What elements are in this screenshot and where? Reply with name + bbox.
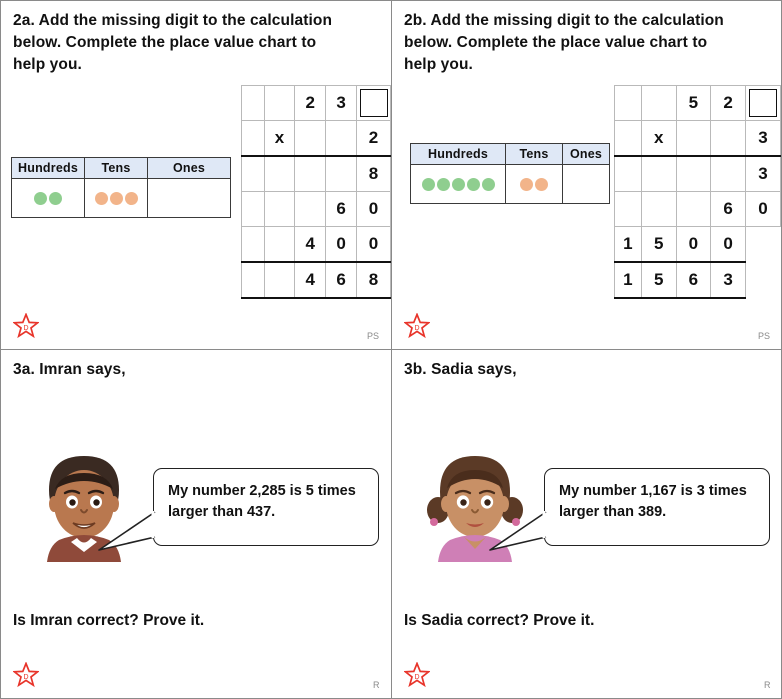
calc-cell[interactable]: 5: [676, 86, 711, 121]
counter-dot: [452, 178, 465, 191]
speech-bubble-tail-3b: [488, 510, 558, 554]
table-row: [242, 262, 391, 298]
pv-header-hundreds: Hundreds: [411, 144, 506, 165]
counter-group-hundreds: [12, 179, 84, 217]
calc-cell[interactable]: 6: [326, 192, 357, 227]
closing-question-3a: Is Imran correct? Prove it.: [13, 612, 205, 629]
calc-cell-operator[interactable]: x: [641, 121, 676, 157]
pv-cell-tens[interactable]: [85, 179, 148, 218]
table-row: [12, 179, 231, 218]
calc-cell[interactable]: [615, 156, 642, 192]
counter-dot: [422, 178, 435, 191]
calc-cell[interactable]: 2: [295, 86, 326, 121]
calc-cell[interactable]: 0: [746, 192, 781, 227]
calc-cell[interactable]: 0: [711, 227, 746, 263]
table-row: [242, 227, 391, 263]
question-card-3a: [0, 349, 392, 699]
calc-cell[interactable]: [295, 192, 326, 227]
calculation-grid-2b: [614, 85, 781, 299]
calc-cell[interactable]: 3: [326, 86, 357, 121]
calc-cell[interactable]: [641, 156, 676, 192]
calc-cell[interactable]: [242, 86, 265, 121]
counter-dot: [520, 178, 533, 191]
speech-bubble-tail-3a: [97, 510, 167, 554]
speech-text-3a: My number 2,285 is 5 times larger than 437.: [168, 483, 356, 521]
calc-cell[interactable]: [676, 121, 711, 157]
pv-cell-hundreds[interactable]: [411, 165, 506, 204]
calc-cell[interactable]: 8: [357, 156, 391, 192]
calc-cell[interactable]: 0: [326, 227, 357, 263]
calc-cell[interactable]: 5: [641, 262, 676, 298]
table-row: [615, 121, 781, 157]
calc-cell[interactable]: 2: [711, 86, 746, 121]
question-card-2a: [0, 0, 392, 350]
missing-digit-box[interactable]: [749, 89, 777, 117]
pv-header-ones: Ones: [563, 144, 610, 165]
calc-cell[interactable]: 8: [357, 262, 391, 298]
counter-dot: [437, 178, 450, 191]
counter-dot: [467, 178, 480, 191]
calc-cell[interactable]: 6: [326, 262, 357, 298]
calc-cell-missing-digit[interactable]: [357, 86, 391, 121]
tag-ps-2a: PS: [367, 331, 380, 341]
calc-cell[interactable]: 4: [295, 227, 326, 263]
pv-cell-tens[interactable]: [506, 165, 563, 204]
counter-dot: [535, 178, 548, 191]
calc-cell[interactable]: [676, 156, 711, 192]
svg-text:D: D: [414, 674, 420, 681]
calc-cell[interactable]: [295, 156, 326, 192]
counter-group-hundreds: [411, 165, 505, 203]
calc-cell[interactable]: 0: [357, 227, 391, 263]
calc-cell[interactable]: [641, 86, 676, 121]
star-icon: [13, 313, 39, 339]
table-row: [615, 86, 781, 121]
table-row: [242, 121, 391, 157]
question-card-2b: [391, 0, 782, 350]
calc-cell[interactable]: [242, 192, 265, 227]
calc-cell[interactable]: 2: [357, 121, 391, 157]
calc-cell-operator[interactable]: x: [264, 121, 295, 157]
speech-bubble-3a: [153, 468, 379, 546]
pv-header-ones: Ones: [148, 158, 231, 179]
calc-cell[interactable]: [242, 227, 265, 263]
speech-bubble-3b: [544, 468, 770, 546]
calc-cell[interactable]: 0: [676, 227, 711, 263]
calc-cell[interactable]: [641, 192, 676, 227]
star-icon: [404, 313, 430, 339]
calc-cell[interactable]: [264, 156, 295, 192]
star-icon: [404, 662, 430, 688]
calc-cell[interactable]: 3: [746, 121, 781, 157]
calc-cell[interactable]: [264, 262, 295, 298]
calc-cell[interactable]: 4: [295, 262, 326, 298]
pv-header-hundreds: Hundreds: [12, 158, 85, 179]
svg-text:D: D: [23, 674, 29, 681]
calc-cell-missing-digit[interactable]: [746, 86, 781, 121]
calc-cell[interactable]: [295, 121, 326, 157]
svg-text:D: D: [23, 325, 29, 332]
counter-group-tens: [85, 179, 147, 217]
counter-dot: [125, 192, 138, 205]
counter-group-tens: [506, 165, 562, 203]
calc-cell[interactable]: [615, 192, 642, 227]
calc-cell[interactable]: [326, 121, 357, 157]
calc-cell[interactable]: [264, 86, 295, 121]
question-card-3b: [391, 349, 782, 699]
place-value-chart-2a: [11, 157, 231, 218]
pv-header-tens: Tens: [85, 158, 148, 179]
calc-cell[interactable]: [264, 192, 295, 227]
table-row: [242, 156, 391, 192]
question-prompt-3b: 3b. Sadia says,: [404, 361, 517, 378]
pv-header-tens: Tens: [506, 144, 563, 165]
calc-cell[interactable]: [326, 156, 357, 192]
calc-cell[interactable]: 6: [676, 262, 711, 298]
pv-cell-ones[interactable]: [148, 179, 231, 218]
star-icon: [13, 662, 39, 688]
tag-ps-2b: PS: [758, 331, 771, 341]
calc-cell[interactable]: 3: [746, 156, 781, 192]
tag-r-3a: R: [373, 680, 380, 690]
svg-text:D: D: [414, 325, 420, 332]
calc-cell[interactable]: [242, 262, 265, 298]
calc-cell[interactable]: [242, 121, 265, 157]
table-row: [615, 156, 781, 192]
speech-text-3b: My number 1,167 is 3 times larger than 389.: [559, 483, 747, 521]
pv-cell-ones[interactable]: [563, 165, 610, 204]
calc-cell[interactable]: 1: [615, 262, 642, 298]
question-prompt-3a: 3a. Imran says,: [13, 361, 126, 378]
calc-cell[interactable]: [242, 156, 265, 192]
calc-cell[interactable]: [264, 227, 295, 263]
calc-cell[interactable]: 0: [357, 192, 391, 227]
question-prompt-2b: 2b. Add the missing digit to the calculation below. Complete the place value chart to help you.: [404, 12, 724, 73]
calc-cell[interactable]: [676, 192, 711, 227]
question-prompt-2a: 2a. Add the missing digit to the calculation below. Complete the place value chart to help you.: [13, 12, 333, 73]
calc-cell[interactable]: 3: [711, 262, 746, 298]
counter-dot: [95, 192, 108, 205]
table-row: [411, 165, 610, 204]
counter-dot: [482, 178, 495, 191]
calc-cell[interactable]: 6: [711, 192, 746, 227]
pv-cell-hundreds[interactable]: [12, 179, 85, 218]
calc-cell[interactable]: [615, 121, 642, 157]
table-row: [615, 192, 781, 227]
table-row: [615, 262, 781, 298]
calc-cell[interactable]: [711, 121, 746, 157]
table-row: [242, 86, 391, 121]
missing-digit-box[interactable]: [360, 89, 388, 117]
calc-cell[interactable]: [711, 156, 746, 192]
counter-dot: [49, 192, 62, 205]
tag-r-3b: R: [764, 680, 771, 690]
counter-dot: [34, 192, 47, 205]
table-row: [12, 158, 231, 179]
table-row: [615, 227, 781, 263]
calc-cell[interactable]: [615, 86, 642, 121]
calc-cell[interactable]: 5: [641, 227, 676, 263]
table-row: [411, 144, 610, 165]
closing-question-3b: Is Sadia correct? Prove it.: [404, 612, 595, 629]
table-row: [242, 192, 391, 227]
place-value-chart-2b: [410, 143, 610, 204]
counter-dot: [110, 192, 123, 205]
calculation-grid-2a: [241, 85, 391, 299]
calc-cell[interactable]: 1: [615, 227, 642, 263]
